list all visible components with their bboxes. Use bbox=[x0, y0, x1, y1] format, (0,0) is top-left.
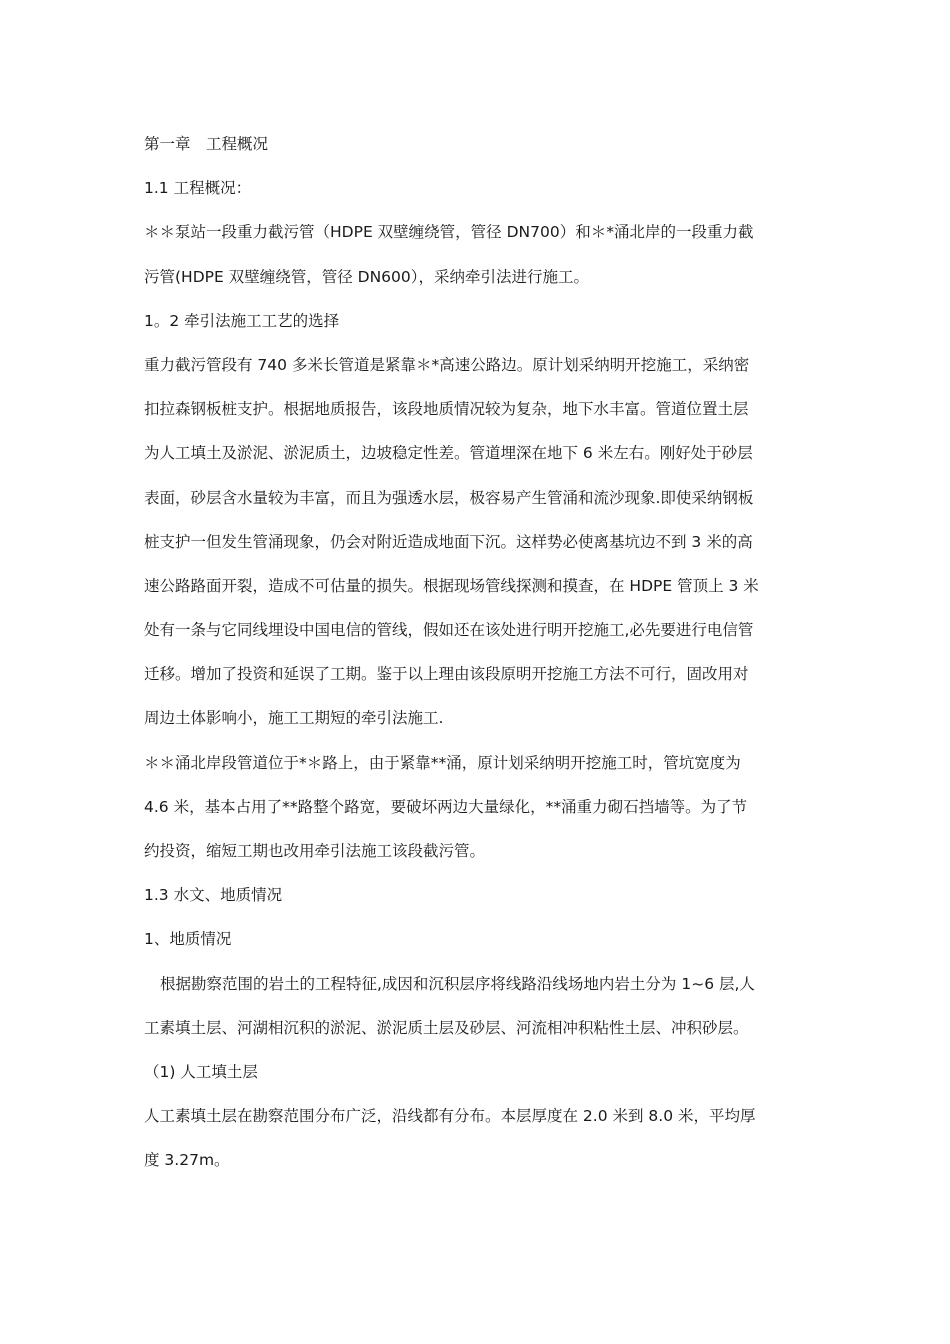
paragraph-line: 工素填土层、河湖相沉积的淤泥、淤泥质土层及砂层、河流相冲积粘性土层、冲积砂层。 bbox=[144, 1018, 749, 1037]
paragraph-line: ＊＊泵站一段重力截污管（HDPE 双壁缠绕管，管径 DN700）和＊*涌北岸的一段重力截 bbox=[144, 223, 754, 242]
document-body bbox=[144, 122, 806, 1183]
paragraph-line: ＊＊涌北岸段管道位于*＊路上，由于紧靠**涌，原计划采纳明开挖施工时，管坑宽度为 bbox=[144, 753, 741, 772]
item-heading-fill-layer: （1) 人工填土层 bbox=[144, 1062, 258, 1081]
paragraph-line: 污管(HDPE 双壁缠绕管，管径 DN600），采纳牵引法进行施工。 bbox=[144, 267, 589, 286]
paragraph-line: 迁移。增加了投资和延误了工期。鉴于以上理由该段原明开挖施工方法不可行，固改用对 bbox=[144, 665, 749, 684]
paragraph-line: 桩支护一但发生管涌现象，仍会对附近造成地面下沉。这样势必使离基坑边不到 3 米的高 bbox=[144, 532, 753, 551]
paragraph-line: 度 3.27m。 bbox=[144, 1151, 230, 1170]
paragraph-line: 周边土体影响小，施工工期短的牵引法施工. bbox=[144, 709, 444, 728]
paragraph-line: 表面，砂层含水量较为丰富，而且为强透水层，极容易产生管涌和流沙现象.即使采纳钢板 bbox=[144, 488, 754, 507]
paragraph-line: 根据勘察范围的岩土的工程特征,成因和沉积层序将线路沿线场地内岩土分为 1~6 层,人 bbox=[160, 974, 755, 993]
paragraph-line: 4.6 米，基本占用了**路整个路宽，要破坏两边大量绿化，**涌重力砌石挡墙等。为了节 bbox=[144, 797, 748, 816]
paragraph-line: 重力截污管段有 740 多米长管道是紧靠＊*高速公路边。原计划采纳明开挖施工，采纳密 bbox=[144, 355, 750, 374]
paragraph-line: 人工素填土层在勘察范围分布广泛，沿线都有分布。本层厚度在 2.0 米到 8.0 米，平均厚 bbox=[144, 1107, 756, 1126]
section-heading-1-1: 1.1 工程概况： bbox=[144, 179, 252, 198]
paragraph-line: 扣拉森钢板桩支护。根据地质报告，该段地质情况较为复杂，地下水丰富。管道位置土层 bbox=[144, 400, 749, 419]
paragraph-line: 约投资，缩短工期也改用牵引法施工该段截污管。 bbox=[144, 842, 486, 860]
subsection-heading-geology: 1、地质情况 bbox=[144, 930, 232, 949]
paragraph-line: 处有一条与它同线埋设中国电信的管线，假如还在该处进行明开挖施工,必先要进行电信管 bbox=[144, 621, 754, 640]
section-heading-1-2: 1。2 牵引法施工工艺的选择 bbox=[144, 311, 340, 330]
paragraph-line: 速公路路面开裂，造成不可估量的损失。根据现场管线探测和摸查，在 HDPE 管顶上 3 米 bbox=[144, 576, 759, 595]
section-heading-1-3: 1.3 水文、地质情况 bbox=[144, 886, 283, 905]
chapter-title: 第一章 工程概况 bbox=[144, 135, 269, 153]
paragraph-line: 为人工填土及淤泥、淤泥质土，边坡稳定性差。管道埋深在地下 6 米左右。刚好处于砂层 bbox=[144, 444, 753, 463]
